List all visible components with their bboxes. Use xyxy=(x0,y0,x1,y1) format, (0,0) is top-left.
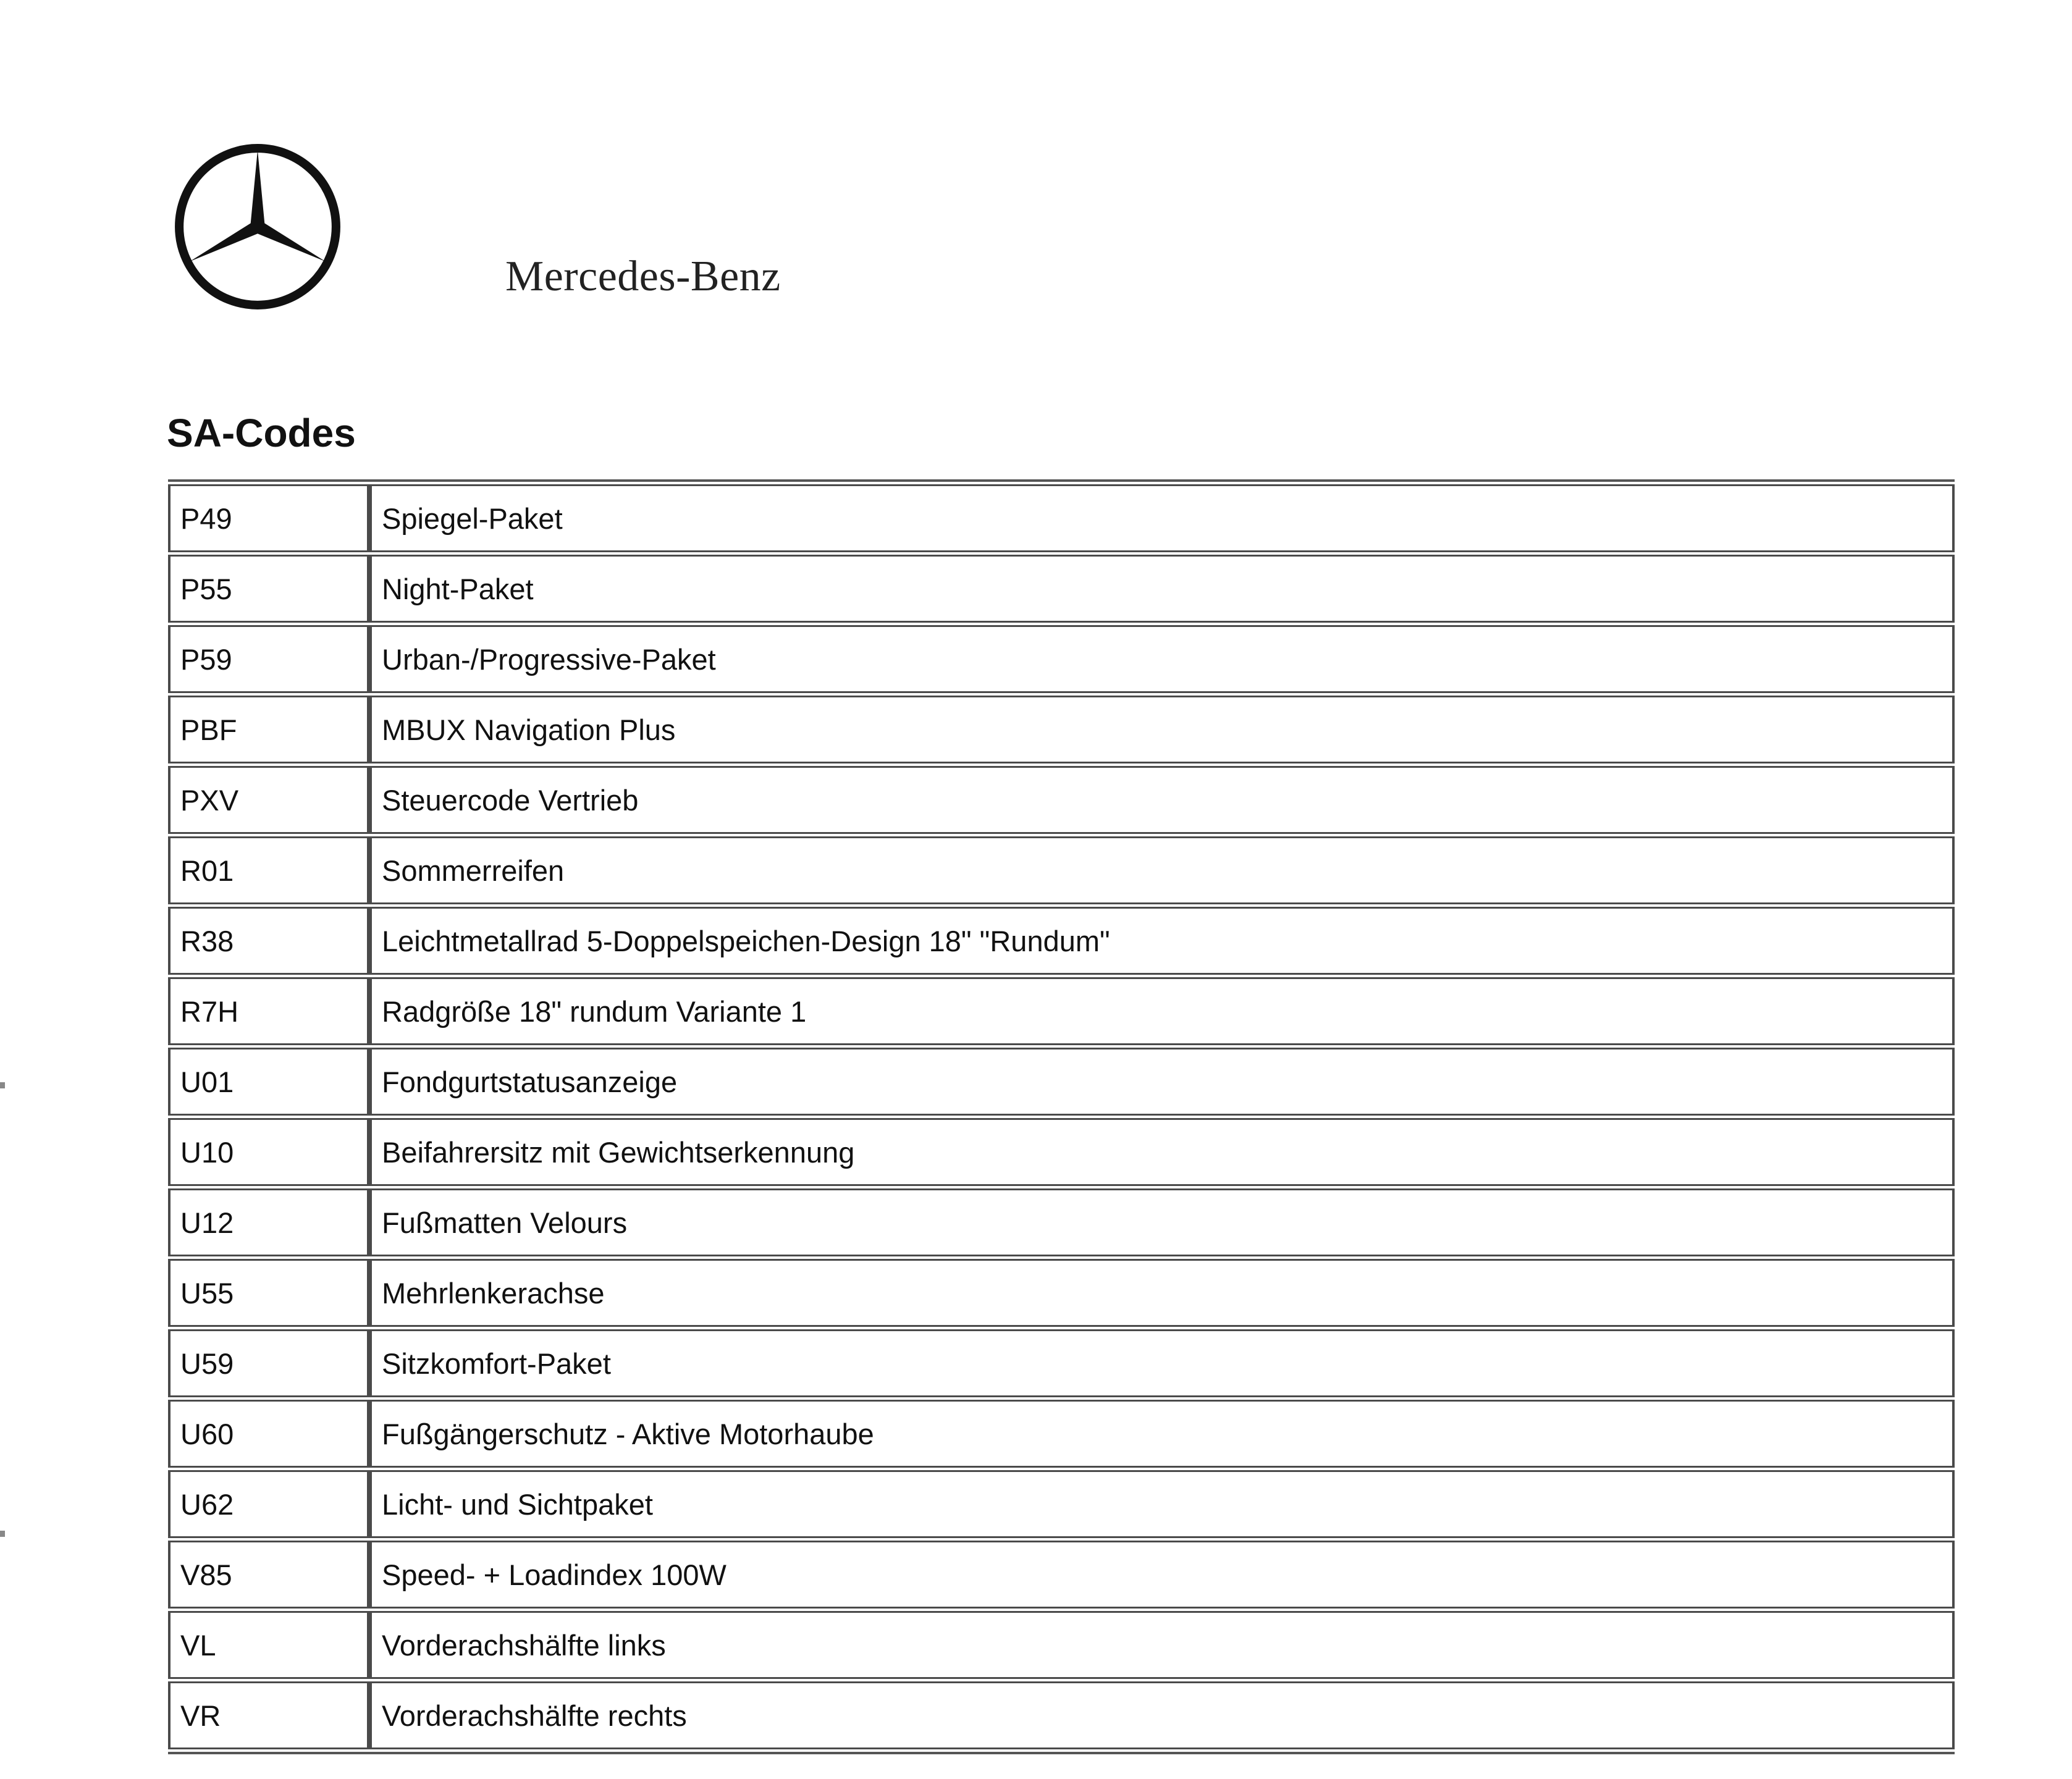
table-row xyxy=(168,1400,1955,1468)
sa-description-cell: Spiegel-Paket xyxy=(369,484,1955,552)
sa-code-cell: VL xyxy=(168,1611,369,1679)
table-row xyxy=(168,1470,1955,1538)
table-row xyxy=(168,1329,1955,1397)
sa-code-cell: U12 xyxy=(168,1188,369,1256)
table-row xyxy=(168,1188,1955,1256)
brand-name: Mercedes-Benz xyxy=(505,253,781,300)
table-row xyxy=(168,625,1955,693)
sa-code-cell: U55 xyxy=(168,1259,369,1327)
sa-code-cell: U60 xyxy=(168,1400,369,1468)
sa-code-cell: R38 xyxy=(168,907,369,975)
sa-code-cell: PBF xyxy=(168,696,369,763)
sa-description-cell: Fondgurtstatusanzeige xyxy=(369,1048,1955,1116)
sa-description-cell: Sommerreifen xyxy=(369,836,1955,904)
sa-code-cell: R7H xyxy=(168,977,369,1045)
sa-code-cell: PXV xyxy=(168,766,369,834)
sa-description-cell: Vorderachshälfte rechts xyxy=(369,1681,1955,1749)
sa-description-cell: Fußgängerschutz - Aktive Motorhaube xyxy=(369,1400,1955,1468)
sa-code-cell: U59 xyxy=(168,1329,369,1397)
table-row xyxy=(168,1681,1955,1749)
section-title: SA-Codes xyxy=(167,411,356,455)
sa-description-cell: Night-Paket xyxy=(369,555,1955,623)
sa-code-cell: VR xyxy=(168,1681,369,1749)
sa-codes-table-body xyxy=(168,484,1955,1749)
sa-description-cell: Licht- und Sichtpaket xyxy=(369,1470,1955,1538)
sa-code-cell: P49 xyxy=(168,484,369,552)
sa-code-cell: U01 xyxy=(168,1048,369,1116)
sa-description-cell: Leichtmetallrad 5-Doppelspeichen-Design 18" "Rundum" xyxy=(369,907,1955,975)
sa-description-cell: Urban-/Progressive-Paket xyxy=(369,625,1955,693)
table-row xyxy=(168,484,1955,552)
sa-code-cell: P55 xyxy=(168,555,369,623)
sa-code-cell: R01 xyxy=(168,836,369,904)
table-row xyxy=(168,1118,1955,1186)
sa-description-cell: Mehrlenkerachse xyxy=(369,1259,1955,1327)
table-row xyxy=(168,1259,1955,1327)
sa-codes-table xyxy=(168,479,1955,1754)
table-row xyxy=(168,696,1955,763)
side-mark xyxy=(0,1082,5,1088)
table-row xyxy=(168,836,1955,904)
sa-description-cell: Sitzkomfort-Paket xyxy=(369,1329,1955,1397)
sa-description-cell: Radgröße 18" rundum Variante 1 xyxy=(369,977,1955,1045)
table-row xyxy=(168,977,1955,1045)
sa-code-cell: U10 xyxy=(168,1118,369,1186)
sa-code-cell: U62 xyxy=(168,1470,369,1538)
sa-code-cell: V85 xyxy=(168,1541,369,1609)
mercedes-star-icon xyxy=(171,140,345,314)
side-mark xyxy=(0,1531,5,1537)
sa-description-cell: MBUX Navigation Plus xyxy=(369,696,1955,763)
sa-description-cell: Speed- + Loadindex 100W xyxy=(369,1541,1955,1609)
table-row xyxy=(168,1611,1955,1679)
sa-description-cell: Beifahrersitz mit Gewichtserkennung xyxy=(369,1118,1955,1186)
table-row xyxy=(168,555,1955,623)
sa-description-cell: Steuercode Vertrieb xyxy=(369,766,1955,834)
table-row xyxy=(168,907,1955,975)
sa-code-cell: P59 xyxy=(168,625,369,693)
sa-description-cell: Vorderachshälfte links xyxy=(369,1611,1955,1679)
table-row xyxy=(168,766,1955,834)
table-row xyxy=(168,1048,1955,1116)
table-row xyxy=(168,1541,1955,1609)
sa-description-cell: Fußmatten Velours xyxy=(369,1188,1955,1256)
